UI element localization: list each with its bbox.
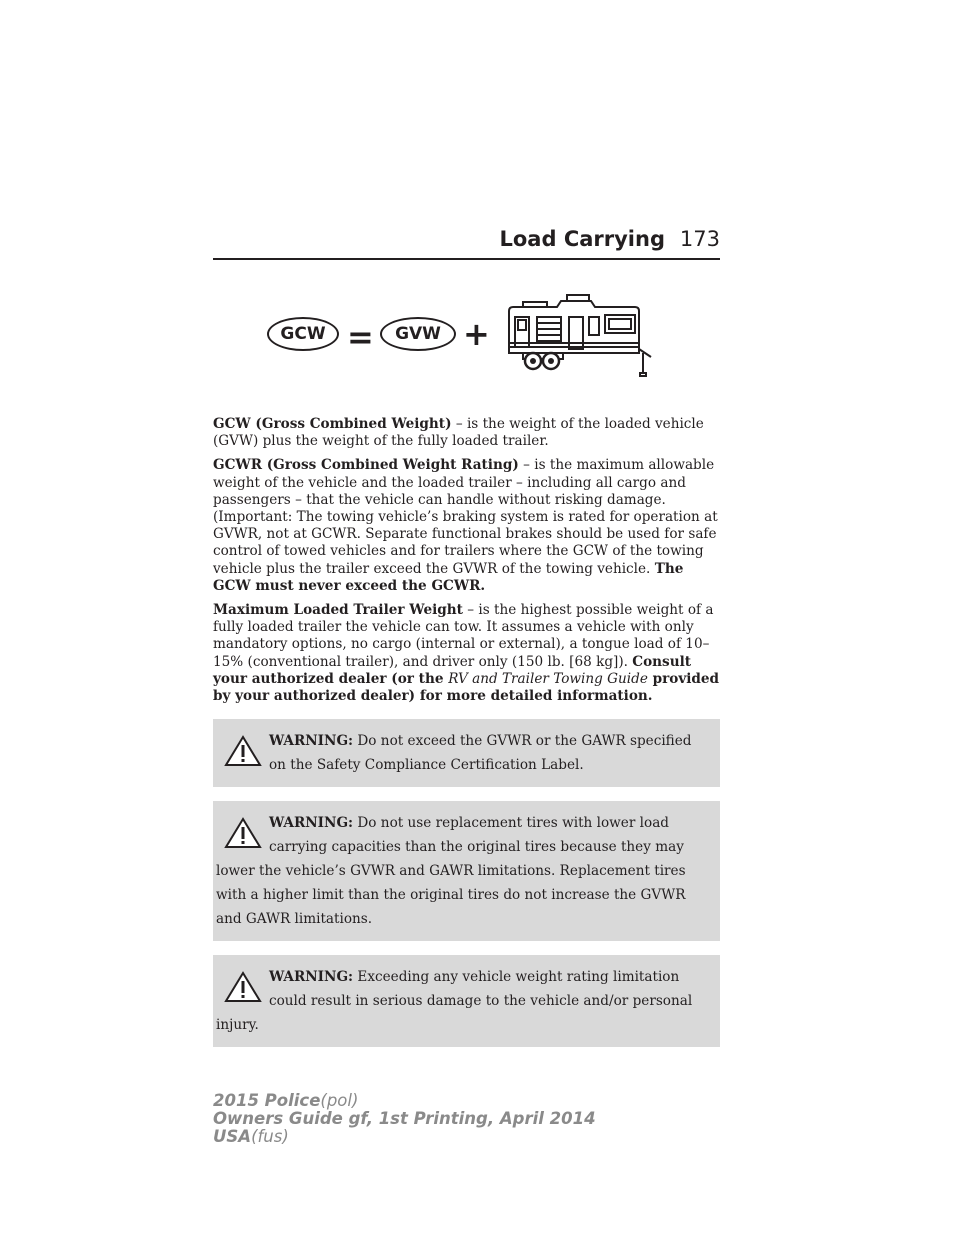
gcwr-definition (213, 457, 720, 595)
publication-footer (213, 1092, 596, 1146)
warning-text: Exceeding any vehicle weight rating limitation could result in serious damage to the vehicle and/or personal injury. (216, 969, 693, 1034)
mltw-term: Maximum Loaded Trailer Weight (213, 602, 463, 619)
gvw-label: GVW (395, 324, 441, 344)
footer-line-2: Owners Guide gf, 1st Printing, April 2014 (213, 1109, 596, 1128)
gcw-oval (267, 317, 339, 351)
warning-triangle-icon (224, 735, 262, 765)
gvw-oval (380, 317, 456, 351)
mltw-emphasis-1: Consult your authorized dealer (or the (213, 653, 692, 687)
warning-triangle-icon (224, 971, 262, 1001)
content (213, 416, 720, 1047)
warning-label: WARNING: (269, 969, 354, 986)
gcw-label: GCW (280, 324, 326, 344)
warning-triangle-icon (224, 817, 262, 847)
warning-label: WARNING: (269, 815, 354, 832)
gcw-text: – is the weight of the loaded vehicle (GVW) plus the weight of the fully loaded trailer. (213, 416, 704, 450)
travel-trailer-icon (503, 291, 655, 379)
footer-market: USA (213, 1127, 252, 1146)
warning-label: WARNING: (269, 733, 354, 750)
warning-box-3 (213, 955, 720, 1047)
mltw-definition (213, 602, 720, 705)
footer-model: 2015 Police (213, 1091, 321, 1110)
warning-box-2 (213, 801, 720, 941)
gcw-term: GCW (Gross Combined Weight) (213, 416, 452, 432)
footer-market-code: (fus) (251, 1127, 289, 1146)
gcw-definition (213, 416, 720, 450)
equals-sign: = (347, 318, 374, 356)
warning-text: Do not use replacement tires with lower load carrying capacities than the original tires because they may lower the vehicle’s GVWR and GAWR limitations. Replacement tires with a higher limit than the original tires do not increase the GVWR and GAWR limitations. (216, 815, 686, 928)
footer-model-code: (pol) (320, 1091, 359, 1110)
gcwr-text: – is the maximum allowable weight of the vehicle and the loaded trailer – including all cargo and passengers – that the vehicle can handle without risking damage. (Important: The towing vehicle’s braking system is rated for operation at GVWR, not at GCWR. Separate functional brakes should be used for safe control of towed vehicles and for trailers where the GCW of the towing vehicle plus the trailer exceed the GVWR of the towing vehicle. (213, 457, 718, 577)
gcwr-emphasis: The GCW must never exceed the GCWR. (213, 560, 684, 594)
mltw-emphasis-2: provided by your authorized dealer) for more detailed information. (213, 670, 720, 705)
plus-sign: + (463, 315, 490, 353)
mltw-text: – is the highest possible weight of a fully loaded trailer the vehicle can tow. It assumes a vehicle with only mandatory options, no cargo (internal or external), a tongue load of 10–15% (conventional trailer), and driver only (150 lb. [68 kg]). (213, 602, 714, 670)
warning-text: Do not exceed the GVWR or the GAWR specified on the Safety Compliance Certification Label. (269, 733, 692, 774)
gcw-diagram (255, 285, 655, 385)
towing-guide-title: RV and Trailer Towing Guide (448, 670, 648, 687)
header-divider (213, 258, 720, 260)
gcwr-term: GCWR (Gross Combined Weight Rating) (213, 457, 519, 474)
footer-line-1 (213, 1092, 596, 1110)
warning-box-1 (213, 719, 720, 787)
page-number: 173 (679, 227, 720, 251)
footer-line-3 (213, 1128, 596, 1146)
section-title: Load Carrying (499, 227, 665, 251)
